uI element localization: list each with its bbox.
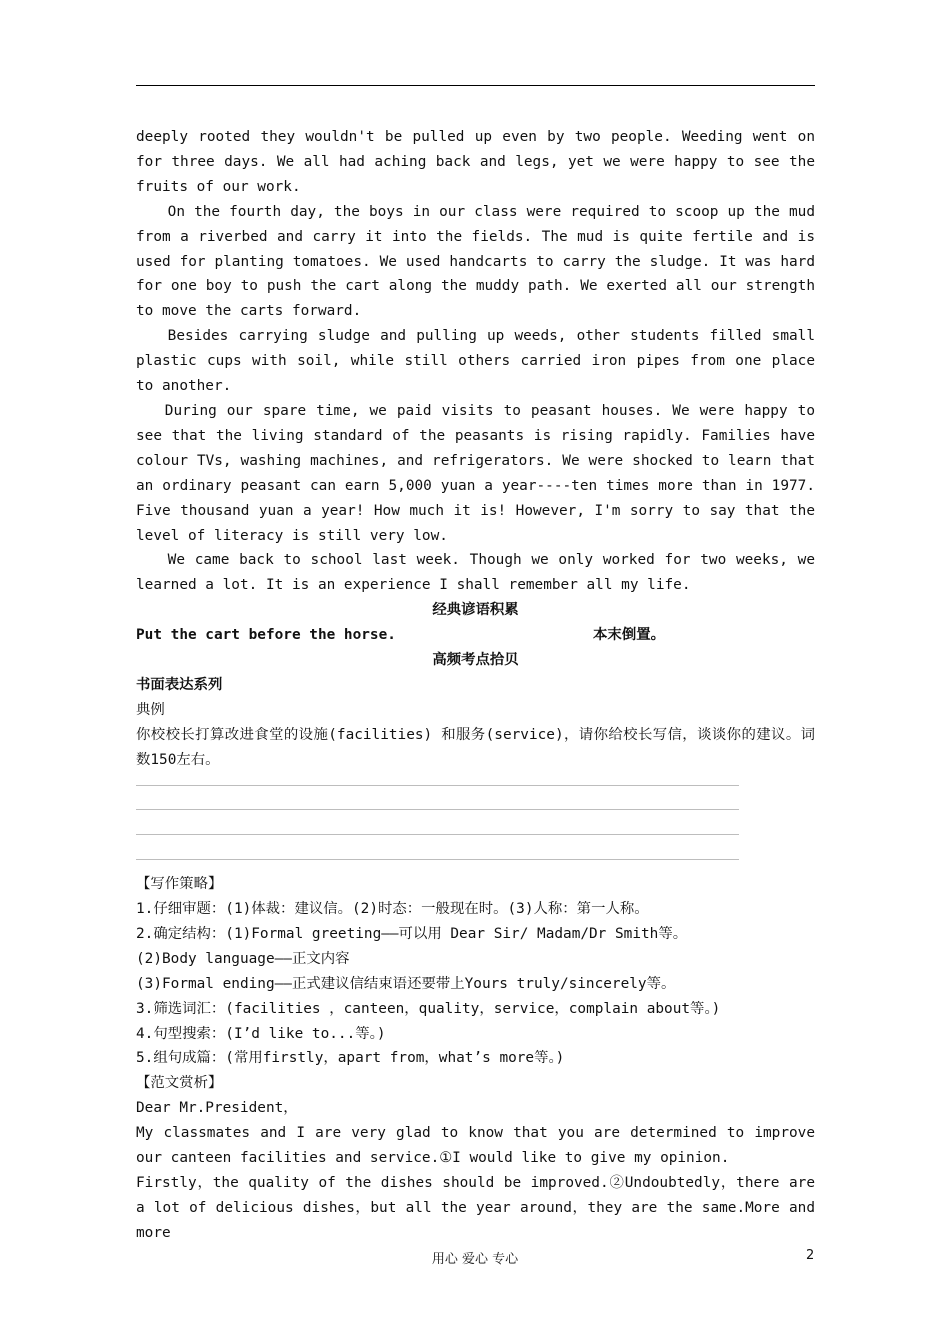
section-heading-proverbs: 经典谚语积累: [432, 602, 519, 619]
proverb-line: [136, 623, 815, 648]
paragraph: deeply rooted they wouldn't be pulled up even by two people. Weeding went on for three days. We all had aching back and legs, yet we were happy to see the fruits of our work.: [136, 129, 815, 195]
strategy-title: 【写作策略】: [136, 876, 223, 893]
paragraph: During our spare time, we paid visits to peasant houses. We were happy to see that the living standard of the peasants is rising rapidly. Families have colour TVs, washing machines, and refrigerators. We were shocked to learn that an ordinary peasant can earn 5,000 yuan a year----ten times more than in 1977. Five thousand yuan a year! How much it is! However, I'm sorry to say that the level of literacy is still very low.: [136, 402, 815, 544]
example-label: 典例: [136, 701, 165, 718]
strategy-item: 2.确定结构：(1)Formal greeting——可以用 Dear Sir/ Madam/Dr Smith等。: [136, 925, 688, 942]
proverb-english: Put the cart before the horse.: [136, 627, 396, 644]
paragraph: Besides carrying sludge and pulling up weeds, other students filled small plastic cups with soil, while still others carried iron pipes from one place to another.: [136, 328, 815, 395]
header-rule: [136, 85, 815, 86]
strategy-item: 4.句型搜索：(I’d like to...等。): [136, 1025, 386, 1042]
strategy-item: 5.组句成篇：(常用firstly，apart from，what’s more等。): [136, 1050, 565, 1067]
model-title: 【范文赏析】: [136, 1075, 223, 1092]
answer-line: [136, 822, 815, 847]
footer-motto: 用心 爱心 专心: [431, 1252, 519, 1267]
section-heading-hot: 高频考点拾贝: [432, 652, 519, 669]
page-number: 2: [806, 1248, 815, 1263]
answer-line: [136, 847, 815, 872]
paragraph: On the fourth day, the boys in our class were required to scoop up the mud from a riverbed and carry it into the fields. The mud is quite fertile and is used for planting tomatoes. We used handcarts to carry the sludge. It was hard for one boy to push the cart along the muddy path. We exerted all our strength to move the carts forward.: [136, 203, 815, 320]
document-body: [136, 125, 815, 1246]
paragraph: We came back to school last week. Though we only worked for two weeks, we learned a lot. It is an experience I shall remember all my life.: [136, 552, 815, 594]
answer-line: [136, 773, 815, 798]
model-paragraph: My classmates and I are very glad to know that you are determined to improve our canteen facilities and service.①I would like to give my opinion.: [136, 1125, 815, 1167]
strategy-item: (2)Body language——正文内容: [136, 950, 350, 967]
model-greeting: Dear Mr.President，: [136, 1100, 298, 1117]
strategy-item: (3)Formal ending——正式建议信结束语还要带上Yours truly/sincerely等。: [136, 975, 676, 992]
proverb-chinese: 本末倒置。: [593, 627, 665, 644]
answer-line: [136, 797, 815, 822]
strategy-item: 1.仔细审题：(1)体裁：建议信。(2)时态：一般现在时。(3)人称：第一人称。: [136, 901, 649, 918]
model-paragraph: Firstly，the quality of the dishes should be improved.②Undoubtedly，there are a lot of delicious dishes，but all the year around，they are the same.More and more: [136, 1175, 815, 1241]
example-prompt: 你校校长打算改进食堂的设施(facilities) 和服务(service)，请你给校长写信，谈谈你的建议。词数150左右。: [136, 726, 815, 768]
strategy-item: 3.筛选词汇：(facilities ，canteen，quality，service，complain about等。): [136, 1000, 721, 1017]
writing-series-heading: 书面表达系列: [136, 676, 223, 693]
